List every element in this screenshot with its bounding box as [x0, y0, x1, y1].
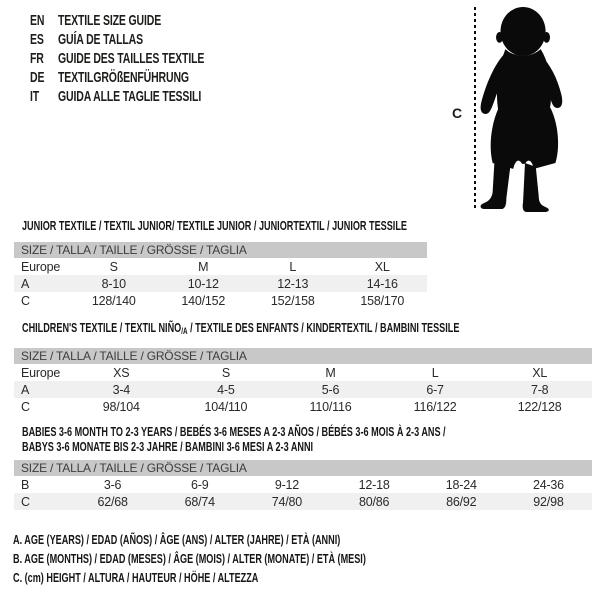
- table-cell: 6-9: [191, 477, 209, 492]
- table-cell: S: [109, 259, 118, 274]
- legend-notes: [13, 530, 517, 587]
- table-cell: 68/74: [184, 494, 215, 509]
- babies-table-title-line1: BABIES 3-6 MONTH TO 2-3 YEARS / BEBÉS 3-6 MESES A 2-3 AÑOS / BÉBÉS 3-6 MOIS À 2-3 ANS /: [22, 424, 446, 439]
- table-cell: 8-10: [101, 276, 126, 291]
- baby-silhouette: [479, 6, 571, 212]
- table-cell: 128/140: [91, 293, 136, 308]
- height-label-c: C: [452, 105, 463, 121]
- note-b: B. AGE (MONTHS) / EDAD (MESES) / ÂGE (MOIS) / ALTER (MONATE) / ETÀ (MESI): [13, 551, 366, 566]
- language-title: TEXTILGRÖßENFÜHRUNG: [58, 69, 189, 86]
- table-cell: M: [198, 259, 209, 274]
- table-cell: L: [431, 365, 439, 380]
- size-header-band: SIZE / TALLA / TAILLE / GRÖSSE / TAGLIA: [14, 242, 427, 258]
- row-label: A: [21, 382, 30, 397]
- note-c: C. (cm) HEIGHT / ALTURA / HAUTEUR / HÖHE / ALTEZZA: [13, 570, 259, 585]
- table-cell: M: [325, 365, 336, 380]
- language-code: IT: [30, 88, 40, 105]
- table-cell: 110/116: [309, 399, 352, 414]
- table-cell: 4-5: [217, 382, 235, 397]
- table-cell: 80/86: [358, 494, 390, 509]
- table-row: [14, 258, 427, 275]
- row-label: C: [21, 399, 30, 414]
- table-cell: 9-12: [274, 477, 300, 492]
- table-cell: 7-8: [530, 382, 549, 397]
- language-item-es: [30, 30, 267, 49]
- language-legend: [30, 11, 267, 106]
- table-cell: 116/122: [413, 399, 457, 414]
- note-a: A. AGE (YEARS) / EDAD (AÑOS) / ÂGE (ANS) / ALTER (JAHRE) / ETÀ (ANNI): [13, 532, 341, 547]
- row-label: B: [21, 477, 30, 492]
- babies-table: [14, 424, 592, 510]
- table-row: [14, 292, 427, 309]
- language-code: ES: [30, 31, 44, 48]
- table-cell: 12-18: [358, 477, 390, 492]
- children-table-title: CHILDREN'S TEXTILE / TEXTIL $NIÑO_{/A}$ / TEXTILE DES ENFANTS / KINDERTEXTIL / BAMBINI TESSILE: [22, 320, 460, 336]
- language-item-de: [30, 68, 267, 87]
- junior-table-title: JUNIOR TEXTILE / TEXTIL JUNIOR/ TEXTILE JUNIOR / JUNIORTEXTIL / JUNIOR TESSILE: [22, 218, 407, 233]
- row-label: C: [21, 293, 30, 308]
- title-subscript: /A: [181, 326, 188, 336]
- language-item-en: [30, 11, 267, 30]
- table-cell: 92/98: [533, 494, 564, 509]
- table-cell: XL: [374, 259, 390, 274]
- table-cell: 3-6: [103, 477, 122, 492]
- table-row: [14, 364, 592, 381]
- table-cell: 140/152: [181, 293, 226, 308]
- table-cell: 5-6: [321, 382, 340, 397]
- language-code: DE: [30, 69, 45, 86]
- table-row: [14, 476, 592, 493]
- table-cell: 104/110: [204, 399, 248, 414]
- row-label: Europe: [21, 365, 61, 380]
- language-item-it: [30, 87, 267, 106]
- table-cell: 14-16: [366, 276, 398, 291]
- table-cell: 86/92: [446, 494, 477, 509]
- table-cell: 98/104: [102, 399, 140, 414]
- table-cell: L: [289, 259, 297, 274]
- row-label: C: [21, 494, 30, 509]
- size-header-band: SIZE / TALLA / TAILLE / GRÖSSE / TAGLIA: [14, 348, 592, 364]
- table-row: [14, 275, 427, 292]
- table-cell: 158/170: [360, 293, 405, 308]
- table-cell: XS: [113, 365, 130, 380]
- row-label: A: [21, 276, 30, 291]
- table-cell: 122/128: [517, 399, 562, 414]
- junior-table: [14, 218, 427, 309]
- table-cell: 12-13: [277, 276, 309, 291]
- language-title: GUÍA DE TALLAS: [58, 31, 143, 48]
- table-row: [14, 398, 592, 415]
- table-cell: 6-7: [426, 382, 444, 397]
- table-cell: 24-36: [532, 477, 564, 492]
- table-row: [14, 493, 592, 510]
- language-code: FR: [30, 50, 44, 67]
- table-cell: 62/68: [97, 494, 128, 509]
- language-title: TEXTILE SIZE GUIDE: [58, 12, 162, 29]
- table-cell: 10-12: [187, 276, 219, 291]
- table-cell: S: [221, 365, 230, 380]
- table-row: [14, 381, 592, 398]
- table-cell: 18-24: [445, 477, 477, 492]
- language-title: GUIDE DES TAILLES TEXTILE: [58, 50, 205, 67]
- size-header-band: SIZE / TALLA / TAILLE / GRÖSSE / TAGLIA: [14, 460, 592, 476]
- babies-table-title-line2: BABYS 3-6 MONATE BIS 2-3 JAHRE / BAMBINI 3-6 MESI A 2-3 ANNI: [22, 439, 314, 454]
- language-item-fr: [30, 49, 267, 68]
- children-table: [14, 320, 592, 415]
- table-cell: 152/158: [270, 293, 315, 308]
- language-title: GUIDA ALLE TAGLIE TESSILI: [58, 88, 202, 105]
- row-label: Europe: [21, 259, 61, 274]
- table-cell: 74/80: [271, 494, 303, 509]
- table-cell: XL: [532, 365, 548, 380]
- height-dotted-line: [474, 7, 476, 208]
- language-code: EN: [30, 12, 45, 29]
- table-cell: 3-4: [112, 382, 131, 397]
